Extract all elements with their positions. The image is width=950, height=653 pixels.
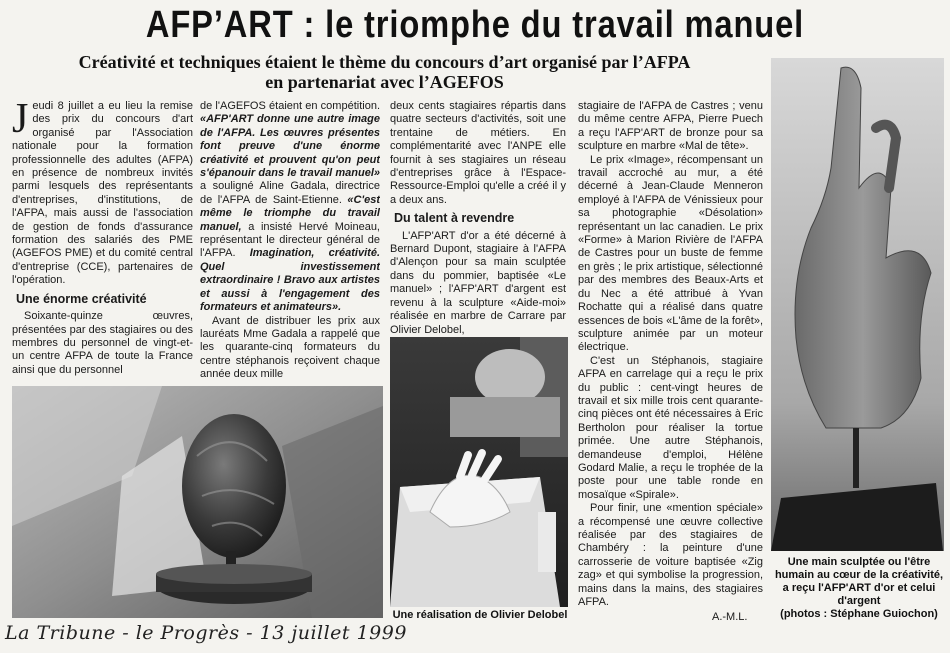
- column-2-paragraph-1: de l'AGEFOS étaient en compétition. «AFP'ART donne une autre image de l'AFPA. Les œuvres présentes font preuve d'une énorme créativité et prouvent qu'on peut s'épanouir dans le travail manuel» a souligné Aline Gadala, directrice de l'AFPA de Saint-Etienne. «C'est même le triomphe du travail manuel, a insisté Hervé Moineau, représentant le directeur général de l'AFPA. Imagination, créativité. Quel investissement extraordinaire ! Bravo aux artistes et aussi à l'engagement des formateurs et animateurs».: [200, 100, 380, 314]
- column-3-paragraph-2: L'AFP'ART d'or a été décerné à Bernard Dupont, stagiaire à l'AFPA d'Alençon pour sa main sculptée dans du pommier, baptisée «Le manuel» ; l'AFP'ART d'argent est revenu à la sculpture «Aide-moi» réalisée en marbre de Carrare par Olivier Delobel,: [390, 229, 566, 336]
- column-4-paragraph-2: Le prix «Image», récompensant un travail accroché au mur, a été décerné à Jean-Claude Menneron employé à l'AFPA de Vénissieux pour sa photographie «Désolation» représentant un lac canadien. Le prix «Forme» à Marion Rivière de l'AFPA de Castres pour un buste de femme en grès ; le prix artistique, sélectionné par des membres des Beaux-Arts et du Nec a été attribué à Yvan Rochatte qui a réalisé dans quatre essences de bois «L'âme de la forêt», sculpture animée par un moteur électrique.: [578, 153, 763, 354]
- caption-middle: Une réalisation de Olivier Delobel: [392, 609, 568, 621]
- column-3: [390, 100, 566, 336]
- marble-hand-image: [390, 337, 568, 607]
- head-sculpture-image: [12, 386, 383, 618]
- caption-right-credit: (photos : Stéphane Guiochon): [780, 608, 938, 620]
- subhead-line-1: Créativité et techniques étaient le thème du concours d’art organisé par l’AFPA: [78, 52, 691, 72]
- column-1: [12, 100, 193, 385]
- photo-wooden-hand: [771, 58, 944, 551]
- wooden-hand-image: [771, 58, 944, 551]
- caption-right: [773, 556, 945, 621]
- column-1-paragraph-1: Jeudi 8 juillet a eu lieu la remise des prix du concours d'art organisé par l'Association nationale pour la formation professionnelle des adultes (AFPA) en présence de nombreux invités parmi lesquels des représentants d'entreprises, d'institutions, de l'AFPA, mais aussi de l'association de gestion de fonds d'assurance formation des salariés des PME (AGEFOS PME) et du comité central d'entreprise (CCE), partenaires de l'opération.: [12, 100, 193, 287]
- section-heading-talent: Du talent à revendre: [394, 211, 515, 226]
- column-4-paragraph-4: Pour finir, une «mention spéciale» a récompensé une œuvre collective réalisée par des stagiaires de Chambéry : la peinture d'une carrosserie de voiture baptisée «Zig zag» et qui symbolise la progression, mains dans la mains, des stagiaires AFPA.: [578, 502, 763, 609]
- column-2: [200, 100, 380, 385]
- caption-right-main: Une main sculptée ou l'être humain au cœur de la créativité, a reçu l'AFP'ART d'or et celui d'argent: [774, 556, 944, 607]
- photo-head-sculpture: [12, 386, 383, 618]
- column-1-paragraph-2: Soixante-quinze œuvres, présentées par des stagiaires ou des membres du personnel de vingt-et-un centre AFPA de toute la France ainsi que du personnel: [12, 310, 193, 376]
- column-4-paragraph-3: C'est un Stéphanois, stagiaire AFPA en carrelage qui a reçu le prix du public : cent-vingt heures de travail et six mille trois cent quarante-cinq pièces ont été nécessaires à Eric Bertholon pour réaliser la tortue primée. Une autre Stéphanois, demandeuse d'emploi, Hélène Godard Malie, a reçu le trophée de la poste pour une table ronde en mosaïque «Spirale».: [578, 354, 763, 501]
- column-4-paragraph-1: stagiaire de l'AFPA de Castres ; venu du même centre AFPA, Pierre Puech a reçu l'AFP'ART de bronze pour sa sculpture en marbre «Mal de tête».: [578, 100, 763, 153]
- column-3-paragraph-1: deux cents stagiaires répartis dans quatre secteurs d'activités, soit une trentaine de métiers. En complémentarité avec l'ANPE elle fournit à ses stagiaires un réseau d'entreprises grâce à l'Espace-Ressource-Emploi qu'elle a créé il y a deux ans.: [390, 100, 566, 206]
- column-2-paragraph-2: Avant de distribuer les prix aux lauréats Mme Gadala a rappelé que les quarante-cinq formateurs du centre stéphanois reçoivent chaque année deux mille: [200, 314, 380, 381]
- section-heading-creativite: Une énorme créativité: [16, 291, 147, 306]
- column-4: [578, 100, 763, 610]
- subhead: [12, 52, 757, 92]
- subhead-line-2: en partenariat avec l’AGEFOS: [265, 72, 504, 92]
- handwritten-source: La Tribune - le Progrès - 13 juillet 1999: [5, 622, 407, 644]
- dropcap: J: [12, 100, 29, 142]
- headline: AFP’ART : le triomphe du travail manuel: [145, 4, 805, 46]
- byline: A.-M.L.: [712, 611, 748, 623]
- photo-marble-hand: [390, 337, 568, 607]
